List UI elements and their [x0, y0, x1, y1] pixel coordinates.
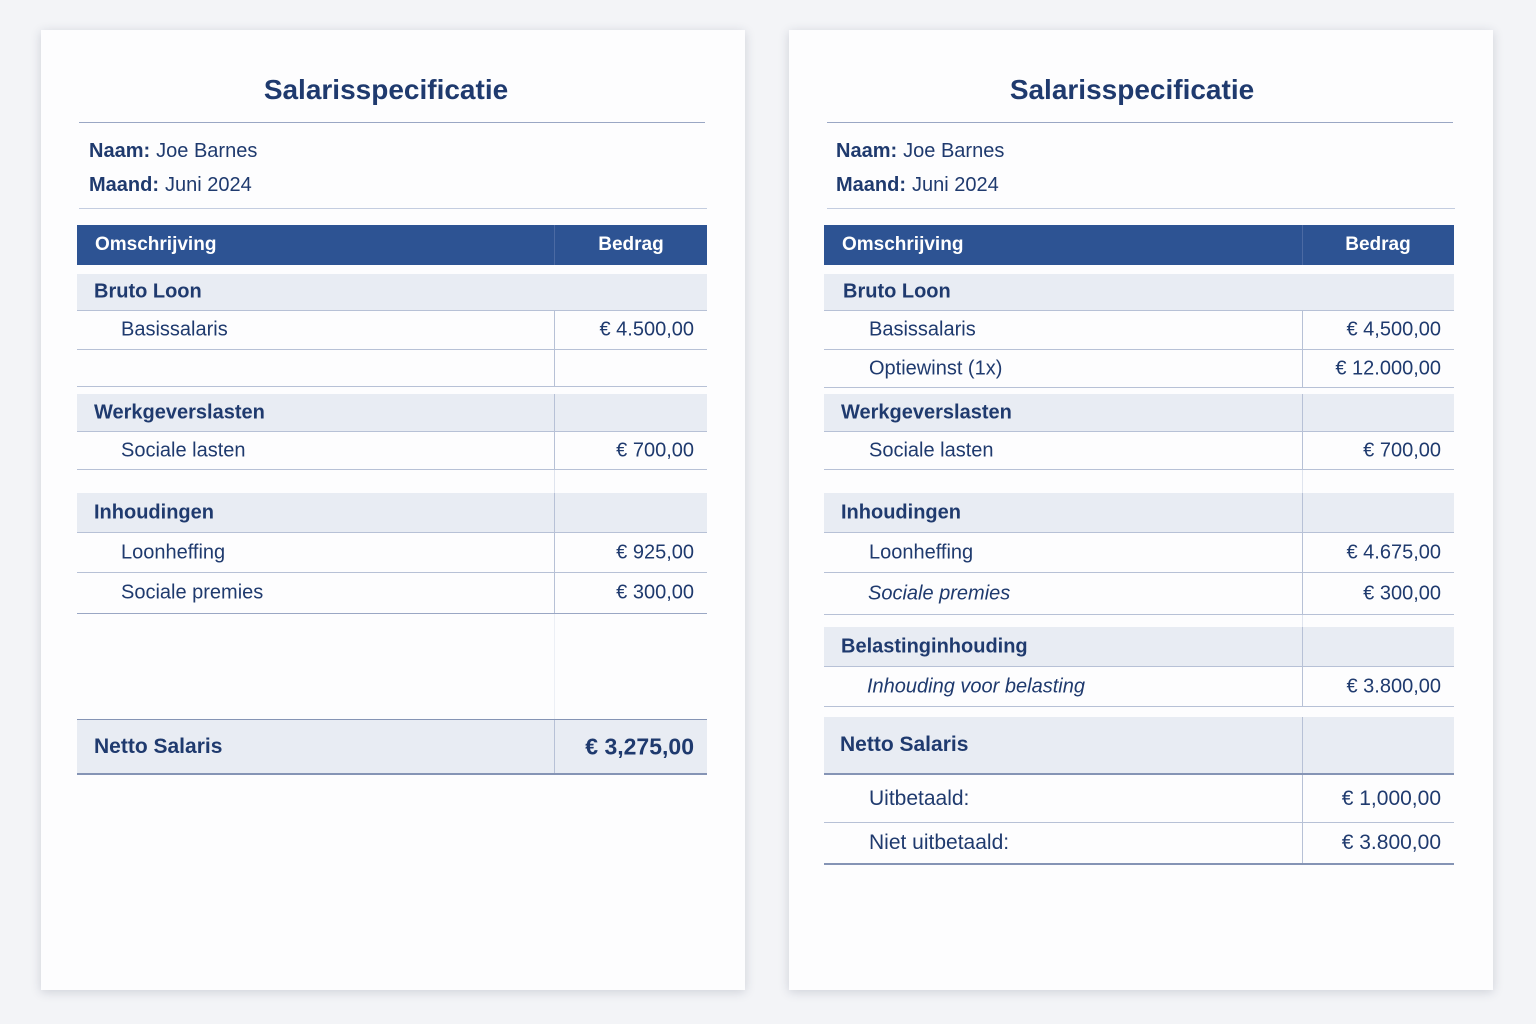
table-row-optiewinst	[824, 350, 1454, 388]
row-label: Loonheffing	[121, 541, 226, 563]
section-label: Werkgeverslasten	[94, 401, 265, 423]
salary-table	[77, 30, 707, 990]
column-divider	[554, 573, 555, 613]
column-divider	[554, 350, 555, 386]
section-row-werkgeverslasten	[77, 394, 707, 432]
row-amount: € 1,000,00	[1341, 786, 1441, 810]
row-amount: € 700,00	[1363, 439, 1441, 461]
row-amount: € 4.500,00	[599, 318, 694, 341]
row-amount: € 12.000,00	[1335, 357, 1441, 379]
month-value: Juni 2024	[165, 174, 252, 196]
column-header-amount: Bedrag	[598, 234, 664, 255]
column-divider	[554, 493, 555, 532]
column-header-description: Omschrijving	[95, 234, 217, 255]
column-divider	[1302, 573, 1303, 614]
payslip-title: Salarisspecificatie	[1009, 74, 1255, 105]
column-divider	[554, 394, 555, 431]
table-row-niet-uitbetaald	[824, 823, 1454, 865]
column-header-description: Omschrijving	[842, 234, 964, 255]
column-divider	[1302, 615, 1303, 627]
month-label: Maand:	[836, 174, 906, 196]
section-row-inhoudingen	[77, 493, 707, 533]
row-amount: € 3.800,00	[1346, 675, 1441, 697]
section-label: Inhoudingen	[94, 501, 214, 523]
column-divider	[1302, 775, 1303, 822]
row-label: Sociale lasten	[869, 439, 994, 461]
table-row-sociale-lasten	[77, 432, 707, 470]
row-amount: € 925,00	[616, 541, 694, 563]
column-divider	[1302, 823, 1303, 863]
table-header	[824, 225, 1454, 265]
section-label: Inhoudingen	[841, 501, 961, 523]
row-label: Sociale premies	[868, 582, 1011, 604]
name-label: Naam:	[89, 140, 151, 162]
total-amount: € 3,275,00	[585, 733, 694, 759]
table-row-sociale-premies	[77, 573, 707, 614]
column-divider	[1302, 432, 1303, 469]
row-label: Basissalaris	[869, 318, 976, 341]
table-header	[77, 225, 707, 265]
table-row-loonheffing	[77, 533, 707, 573]
row-label: Uitbetaald:	[869, 786, 970, 810]
row-amount: € 700,00	[616, 439, 694, 461]
column-divider	[554, 311, 555, 349]
total-row-netto-salaris	[77, 719, 707, 775]
column-divider	[1302, 717, 1303, 773]
row-amount: € 300,00	[1363, 582, 1441, 604]
row-label: Sociale premies	[121, 581, 264, 604]
section-label: Bruto Loon	[94, 280, 202, 303]
section-label: Bruto Loon	[843, 280, 951, 303]
table-row-inhouding-voor-belasting	[824, 667, 1454, 707]
section-row-netto-salaris	[824, 717, 1454, 775]
table-row-sociale-lasten	[824, 432, 1454, 470]
table-row-uitbetaald	[824, 775, 1454, 823]
table-row-sociale-premies	[824, 573, 1454, 615]
table-row-basissalaris	[824, 311, 1454, 350]
section-row-bruto-loon	[824, 274, 1454, 311]
row-label: Optiewinst (1x)	[869, 357, 1003, 379]
section-label: Werkgeverslasten	[841, 401, 1012, 423]
column-divider	[1302, 493, 1303, 532]
month-label: Maand:	[89, 174, 159, 196]
column-divider	[1302, 533, 1303, 572]
column-divider	[1302, 394, 1303, 431]
column-divider	[554, 533, 555, 572]
table-row-empty	[77, 350, 707, 387]
payslip-page-right	[789, 30, 1493, 990]
column-divider	[554, 720, 555, 773]
section-row-belastinginhouding	[824, 627, 1454, 667]
column-header-amount: Bedrag	[1345, 234, 1411, 255]
table-row-loonheffing	[824, 533, 1454, 573]
employee-name: Joe Barnes	[156, 140, 258, 162]
row-label: Inhouding voor belasting	[867, 675, 1085, 697]
payslip-title: Salarisspecificatie	[263, 74, 509, 105]
row-label: Sociale lasten	[121, 439, 246, 461]
section-label: Belastinginhouding	[841, 635, 1028, 657]
row-amount: € 4,500,00	[1346, 318, 1441, 341]
row-amount: € 3.800,00	[1341, 831, 1441, 854]
column-divider	[554, 470, 555, 493]
month-value: Juni 2024	[912, 174, 999, 196]
column-divider	[1302, 350, 1303, 387]
column-divider	[1302, 470, 1303, 493]
section-row-inhoudingen	[824, 493, 1454, 533]
row-amount: € 300,00	[616, 581, 694, 604]
column-divider	[1302, 667, 1303, 706]
column-divider	[1302, 627, 1303, 666]
row-amount: € 4.675,00	[1346, 541, 1441, 563]
column-divider	[554, 432, 555, 469]
section-row-bruto-loon	[77, 274, 707, 311]
column-divider	[1302, 311, 1303, 349]
table-row-basissalaris	[77, 311, 707, 350]
row-label: Niet uitbetaald:	[869, 831, 1010, 854]
total-label: Netto Salaris	[840, 733, 969, 756]
row-label: Loonheffing	[869, 541, 974, 563]
row-label: Basissalaris	[121, 318, 228, 341]
column-divider	[554, 614, 555, 719]
total-label: Netto Salaris	[94, 734, 223, 758]
payslip-page-left	[41, 30, 745, 990]
employee-name: Joe Barnes	[903, 140, 1005, 162]
salary-table	[824, 30, 1454, 990]
name-label: Naam:	[836, 140, 898, 162]
section-row-werkgeverslasten	[824, 394, 1454, 432]
